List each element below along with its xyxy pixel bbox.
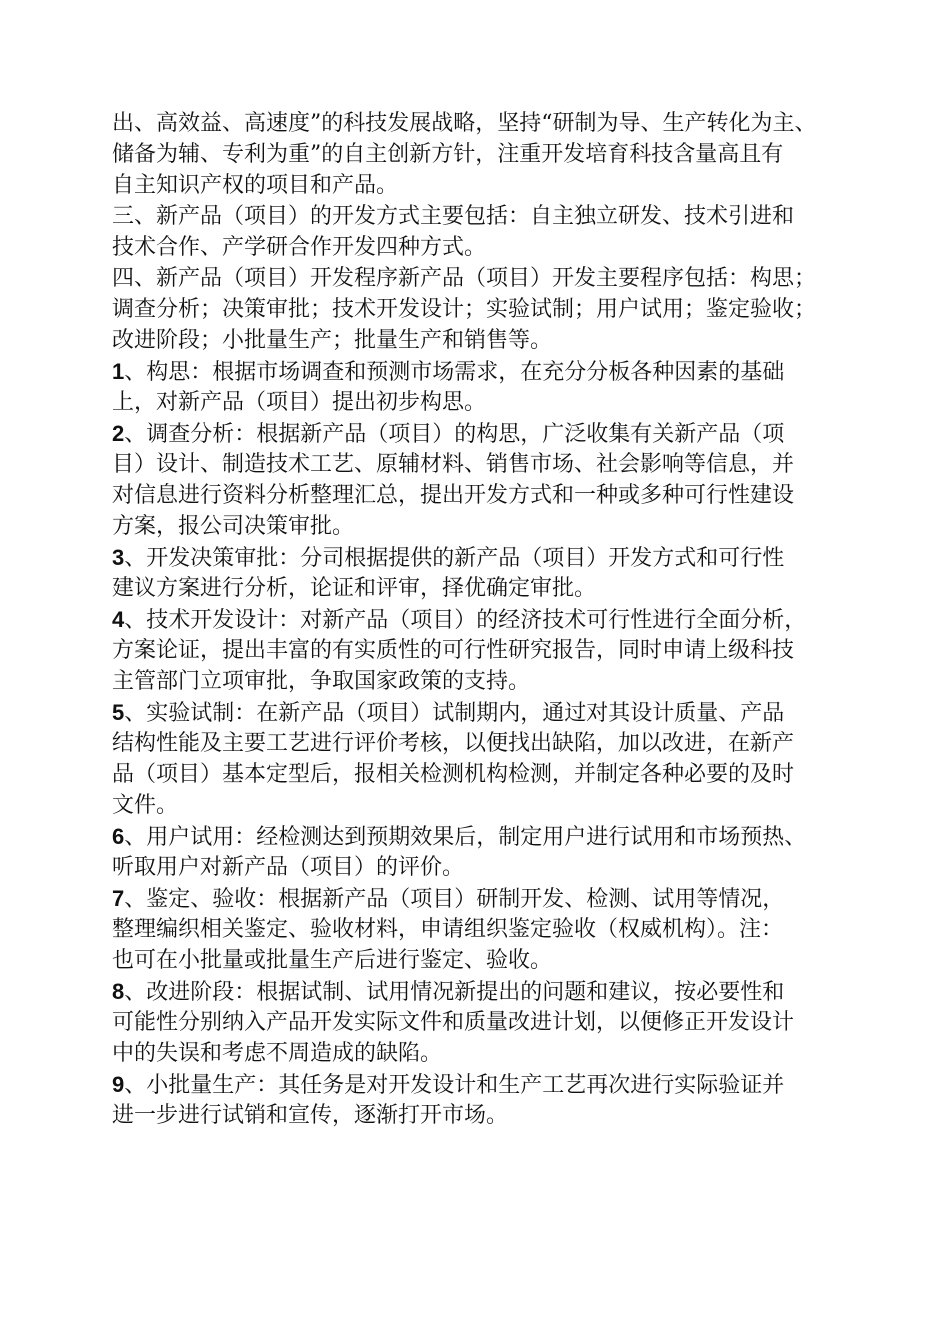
text-line: 可能性分别纳入产品开发实际文件和质量改进计划，以便修正开发设计: [112, 1010, 795, 1035]
text-line: 也可在小批量或批量生产后进行鉴定、验收。: [112, 948, 553, 973]
step-text: 、用户试用：经检测达到预期效果后，制定用户进行试用和市场预热、: [124, 825, 807, 850]
step-2: [112, 418, 852, 542]
text-line: 上，对新产品（项目）提出初步构思。: [112, 390, 487, 415]
step-1: [112, 356, 852, 418]
text-line: 目）设计、制造技术工艺、原辅材料、销售市场、社会影响等信息，并: [112, 452, 795, 477]
text-line: 结构性能及主要工艺进行评价考核，以便找出缺陷，加以改进，在新产: [112, 731, 795, 756]
text-line: 听取用户对新产品（项目）的评价。: [112, 855, 465, 880]
step-text: 、调查分析：根据新产品（项目）的构思，广泛收集有关新产品（项: [124, 422, 785, 447]
step-8: [112, 976, 852, 1069]
step-number: 5: [112, 700, 125, 725]
step-number: 7: [112, 886, 125, 911]
text-line: 对信息进行资料分析整理汇总，提出开发方式和一种或多种可行性建设: [112, 483, 795, 508]
step-5: [112, 697, 852, 821]
text-line: 文件。: [112, 793, 179, 818]
text-line: 储备为辅、专利为重”的自主创新方针，注重开发培育科技含量高且有: [112, 142, 784, 167]
step-number: 6: [112, 824, 125, 849]
step-text: 、小批量生产：其任务是对开发设计和生产工艺再次进行实际验证并: [124, 1073, 785, 1098]
text-line: 四、新产品（项目）开发程序新产品（项目）开发主要程序包括：构思；: [112, 266, 817, 291]
step-text: 、构思：根据市场调查和预测市场需求，在充分分板各种因素的基础: [124, 360, 785, 385]
text-line: 出、高效益、高速度”的科技发展战略，坚持“研制为导、生产转化为主、: [112, 111, 817, 136]
text-line: 三、新产品（项目）的开发方式主要包括：自主独立研发、技术引进和: [112, 204, 795, 229]
step-text: 、实验试制：在新产品（项目）试制期内，通过对其设计质量、产品: [124, 701, 785, 726]
step-text: 、改进阶段：根据试制、试用情况新提出的问题和建议，按必要性和: [124, 980, 785, 1005]
text-line: 建议方案进行分析，论证和评审，择优确定审批。: [112, 576, 597, 601]
step-text: 、鉴定、验收：根据新产品（项目）研制开发、检测、试用等情况，: [124, 887, 785, 912]
step-number: 9: [112, 1072, 125, 1097]
step-number: 4: [112, 607, 125, 632]
text-line: 品（项目）基本定型后，报相关检测机构检测，并制定各种必要的及时: [112, 762, 795, 787]
step-number: 1: [112, 359, 125, 384]
text-line: 方案论证，提出丰富的有实质性的可行性研究报告，同时申请上级科技: [112, 638, 795, 663]
step-text: 、开发决策审批：分司根据提供的新产品（项目）开发方式和可行性: [124, 546, 785, 571]
body-text: [112, 108, 852, 1131]
step-number: 8: [112, 979, 125, 1004]
step-6: [112, 821, 852, 883]
step-number: 3: [112, 545, 125, 570]
text-line: 调查分析；决策审批；技术开发设计；实验试制；用户试用；鉴定验收；: [112, 297, 817, 322]
step-text: 、技术开发设计：对新产品（项目）的经济技术可行性进行全面分析，: [124, 608, 807, 633]
text-line: 主管部门立项审批，争取国家政策的支持。: [112, 669, 531, 694]
text-line: 整理编织相关鉴定、验收材料，申请组织鉴定验收（权威机构）。注：: [112, 917, 784, 942]
text-line: 进一步进行试销和宣传，逐渐打开市场。: [112, 1103, 509, 1128]
step-3: [112, 542, 852, 604]
text-line: 方案，报公司决策审批。: [112, 514, 355, 539]
text-line: 自主知识产权的项目和产品。: [112, 173, 399, 198]
step-7: [112, 883, 852, 976]
step-number: 2: [112, 421, 125, 446]
text-line: 中的失误和考虑不周造成的缺陷。: [112, 1041, 443, 1066]
step-9: [112, 1069, 852, 1131]
step-4: [112, 604, 852, 697]
text-line: 改进阶段；小批量生产；批量生产和销售等。: [112, 328, 553, 353]
text-line: 技术合作、产学研合作开发四种方式。: [112, 235, 487, 260]
